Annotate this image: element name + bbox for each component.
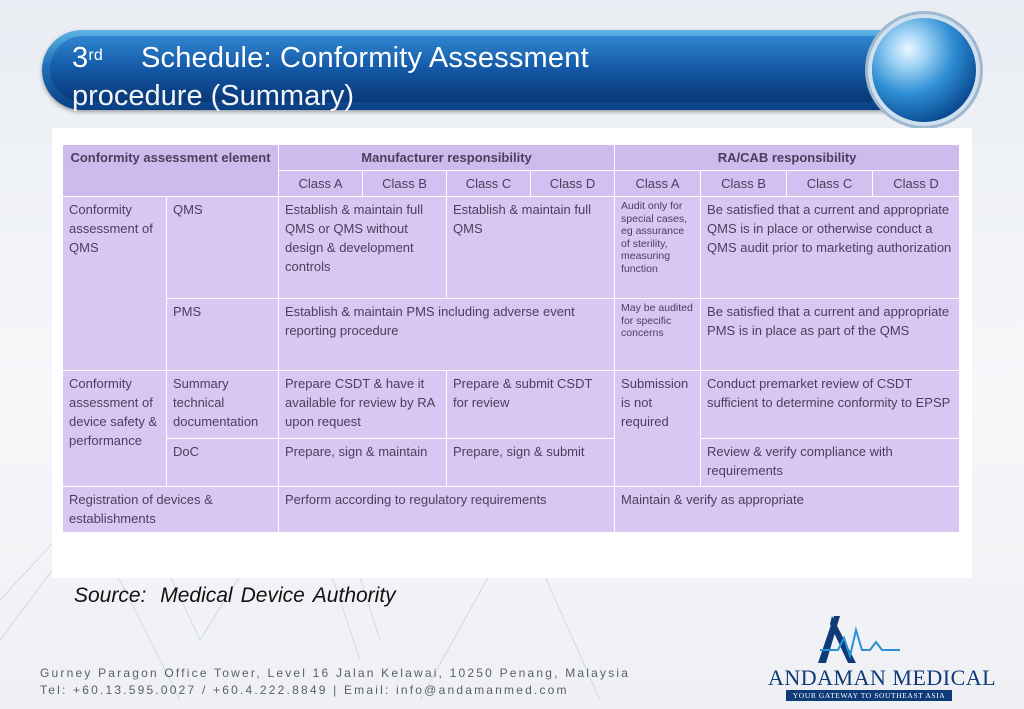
qms-mfr-cd: Establish & maintain full QMS (447, 197, 615, 299)
ra-class-a: Class A (615, 171, 701, 197)
footer-contact: Tel: +60.13.595.0027 / +60.4.222.8849 | Email: info@andamanmed.com (40, 683, 569, 697)
doc-row-label: DoC (167, 439, 279, 487)
header-ra: RA/CAB responsibility (615, 145, 960, 171)
ra-class-d: Class D (873, 171, 960, 197)
doc-ra-bcd: Review & verify compliance with requirements (701, 439, 960, 487)
header-element: Conformity assessment element (63, 145, 279, 197)
mfr-class-d: Class D (531, 171, 615, 197)
qms-ra-a: Audit only for special cases, eg assurance of sterility, measuring function (615, 197, 701, 299)
std-ra-a: Submission is not required (615, 371, 701, 487)
qms-row-label: QMS (167, 197, 279, 299)
device-group-label: Conformity assessment of device safety & performance (63, 371, 167, 487)
pms-ra-a: May be audited for specific concerns (615, 299, 701, 371)
doc-mfr-ab: Prepare, sign & maintain (279, 439, 447, 487)
qms-mfr-ab: Establish & maintain full QMS or QMS without design & development controls (279, 197, 447, 299)
qms-ra-bcd: Be satisfied that a current and appropriate QMS is in place or otherwise conduct a QMS audit prior to marketing authorization (701, 197, 960, 299)
logo-tagline: YOUR GATEWAY TO SOUTHEAST ASIA (786, 690, 952, 701)
conformity-table (62, 144, 960, 533)
std-mfr-cd: Prepare & submit CSDT for review (447, 371, 615, 439)
globe-icon (872, 18, 976, 122)
page-title-line2: procedure (Summary) (72, 80, 355, 112)
qms-group-label: Conformity assessment of QMS (63, 197, 167, 371)
mfr-class-c: Class C (447, 171, 531, 197)
std-ra-bcd: Conduct premarket review of CSDT sufficient to determine conformity to EPSP (701, 371, 960, 439)
std-mfr-ab: Prepare CSDT & have it available for review by RA upon request (279, 371, 447, 439)
header-manufacturer: Manufacturer responsibility (279, 145, 615, 171)
conformity-table-panel (52, 128, 972, 578)
ra-class-c: Class C (787, 171, 873, 197)
pms-row-label: PMS (167, 299, 279, 371)
registration-label: Registration of devices & establishments (63, 487, 279, 533)
page-title: 3rd Schedule: Conformity Assessment (72, 42, 589, 74)
std-row-label: Summary technical documentation (167, 371, 279, 439)
pms-mfr: Establish & maintain PMS including adverse event reporting procedure (279, 299, 615, 371)
pms-ra-bcd: Be satisfied that a current and appropriate PMS is in place as part of the QMS (701, 299, 960, 371)
doc-mfr-cd: Prepare, sign & submit (447, 439, 615, 487)
registration-ra: Maintain & verify as appropriate (615, 487, 960, 533)
ra-class-b: Class B (701, 171, 787, 197)
title-text: Schedule: Conformity Assessment (140, 42, 589, 74)
title-superscript: rd (88, 47, 103, 64)
source-note: Source: Medical Device Authority (74, 584, 396, 607)
footer-address: Gurney Paragon Office Tower, Level 16 Jalan Kelawai, 10250 Penang, Malaysia (40, 666, 631, 680)
mfr-class-a: Class A (279, 171, 363, 197)
mfr-class-b: Class B (363, 171, 447, 197)
registration-mfr: Perform according to regulatory requirements (279, 487, 615, 533)
logo-wordmark: ANDAMAN MEDICAL (768, 665, 997, 690)
